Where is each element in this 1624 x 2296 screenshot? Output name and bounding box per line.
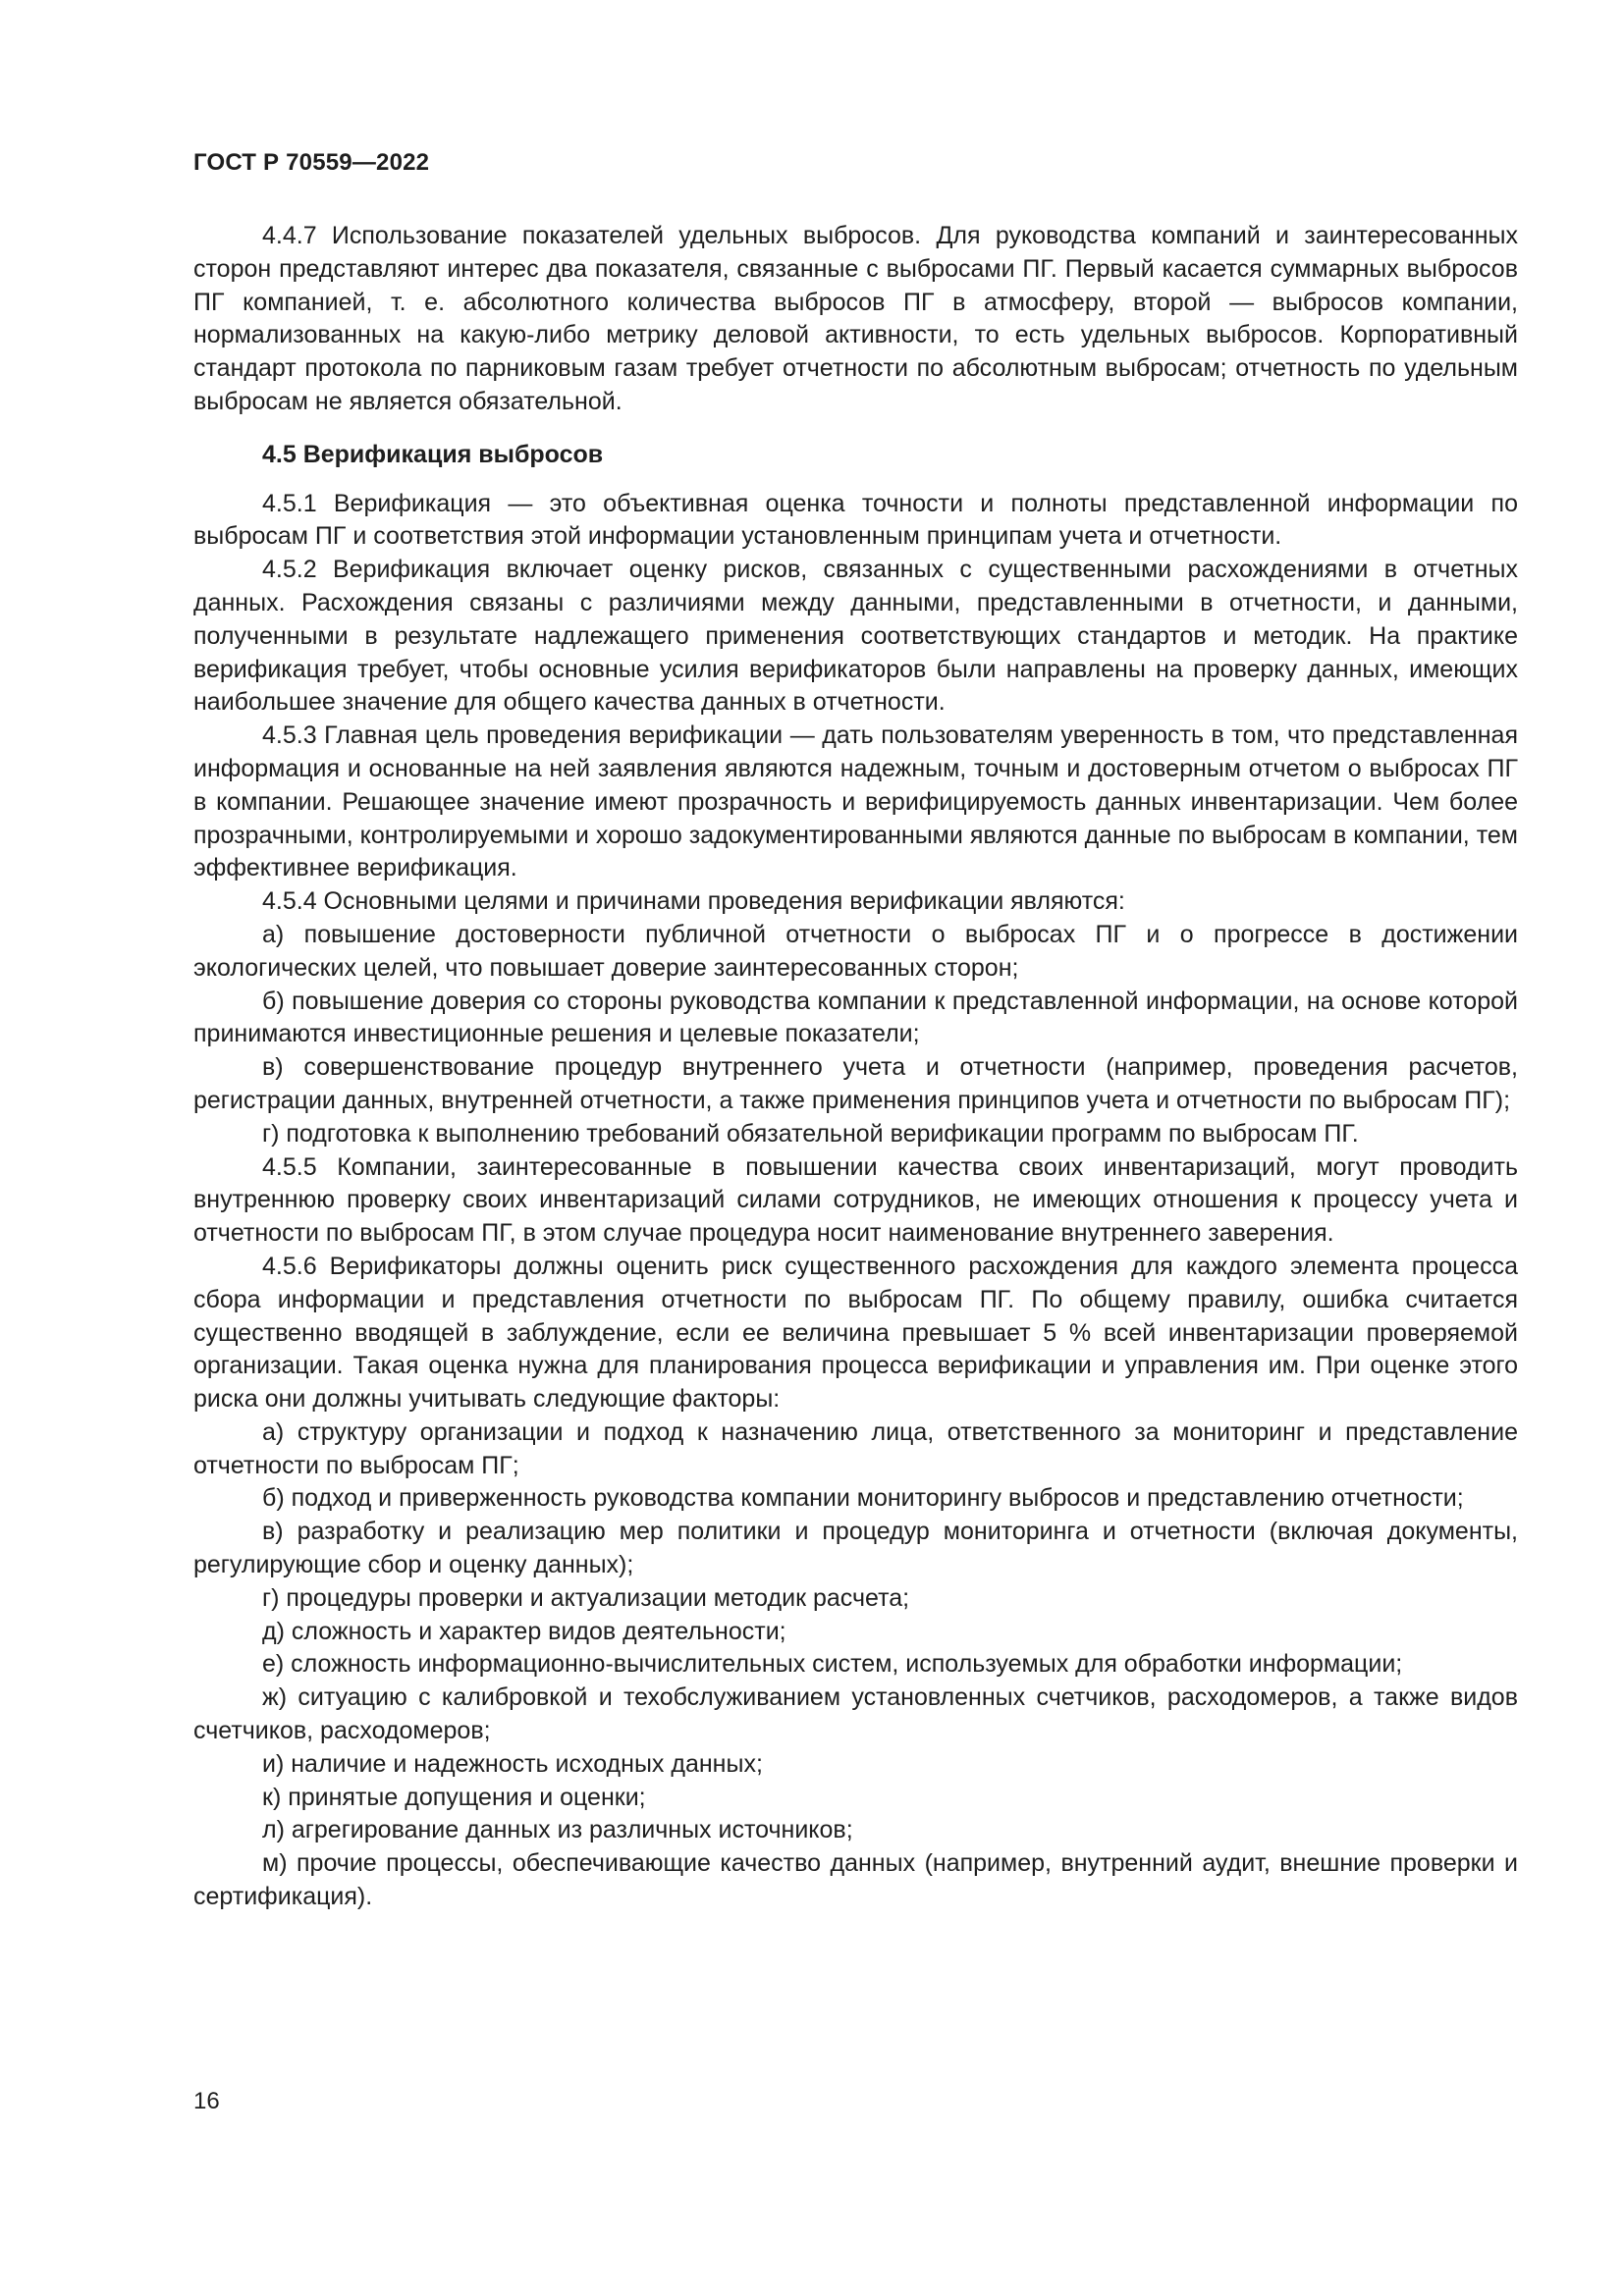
list-item-4-5-4-b: б) повышение доверия со стороны руководства компании к представленной информации, на основе которой принимаются инвестиционные решения и целевые показатели; [193, 987, 1518, 1048]
list-item-4-5-6-g: г) процедуры проверки и актуализации методик расчета; [262, 1583, 910, 1612]
paragraph-4-5-4: 4.5.4 Основными целями и причинами проведения верификации являются: [262, 887, 1125, 916]
list-item-4-5-4-v: в) совершенствование процедур внутреннего учета и отчетности (например, проведения расчетов, регистрации данных, внутренней отчетности, а также применения принципов учета и отчетности по выбросам ПГ); [193, 1053, 1518, 1114]
section-heading-4-5: 4.5 Верификация выбросов [262, 440, 604, 468]
list-item-4-5-6-e: е) сложность информационно-вычислительных систем, используемых для обработки информации; [262, 1650, 1403, 1679]
list-item-4-5-6-b: б) подход и приверженность руководства компании мониторингу выбросов и представлению отчетности; [262, 1484, 1464, 1513]
document-code-header: ГОСТ Р 70559—2022 [193, 149, 430, 176]
paragraph-4-5-3: 4.5.3 Главная цель проведения верификации — дать пользователям уверенность в том, что представленная информация и основанные на ней заявления являются надежным, точным и достоверным отчетом о выбросах ПГ в компании. Решающее значение имеют прозрачность и верифицируемость данных инвентаризации. Чем более прозрачными, контролируемыми и хорошо задокументированными являются данные по выбросам в компании, тем эффективнее верификация. [193, 721, 1518, 882]
list-item-4-5-6-zh: ж) ситуацию с калибровкой и техобслуживанием установленных счетчиков, расходомеров, а также видов счетчиков, расходомеров; [193, 1683, 1518, 1745]
list-item-4-5-6-k: к) принятые допущения и оценки; [262, 1783, 646, 1811]
list-item-4-5-4-g: г) подготовка к выполнению требований обязательной верификации программ по выбросам ПГ. [262, 1119, 1359, 1148]
list-item-4-5-6-d: д) сложность и характер видов деятельности; [262, 1617, 786, 1645]
list-item-4-5-4-a: а) повышение достоверности публичной отчетности о выбросах ПГ и о прогрессе в достижении экологических целей, что повышает доверие заинтересованных сторон; [193, 920, 1518, 982]
document-body [193, 220, 1518, 1914]
paragraph-4-4-7: 4.4.7 Использование показателей удельных выбросов. Для руководства компаний и заинтересованных сторон представляют интерес два показателя, связанные с выбросами ПГ. Первый касается суммарных выбросов ПГ компанией, т. е. абсолютного количества выбросов ПГ в атмосферу, второй — выбросов компании, нормализованных на какую-либо метрику деловой активности, то есть удельных выбросов. Корпоративный стандарт протокола по парниковым газам требует отчетности по абсолютным выбросам; отчетность по удельным выбросам не является обязательной. [193, 222, 1518, 415]
paragraph-4-5-6: 4.5.6 Верификаторы должны оценить риск существенного расхождения для каждого элемента процесса сбора информации и представления отчетности по выбросам ПГ. По общему правилу, ошибка считается существенно вводящей в заблуждение, если ее величина превышает 5 % всей инвентаризации проверяемой организации. Такая оценка нужна для планирования процесса верификации и управления им. При оценке этого риска они должны учитывать следующие факторы: [193, 1252, 1518, 1414]
paragraph-4-5-5: 4.5.5 Компании, заинтересованные в повышении качества своих инвентаризаций, могут проводить внутреннюю проверку своих инвентаризаций силами сотрудников, не имеющих отношения к процессу учета и отчетности по выбросам ПГ, в этом случае процедура носит наименование внутреннего заверения. [193, 1152, 1518, 1248]
list-item-4-5-6-v: в) разработку и реализацию мер политики и процедур мониторинга и отчетности (включая документы, регулирующие сбор и оценку данных); [193, 1518, 1518, 1579]
page-number: 16 [193, 2088, 220, 2114]
list-item-4-5-6-m: м) прочие процессы, обеспечивающие качество данных (например, внутренний аудит, внешние проверки и сертификация). [193, 1849, 1518, 1911]
list-item-4-5-6-a: а) структуру организации и подход к назначению лица, ответственного за мониторинг и представление отчетности по выбросам ПГ; [193, 1417, 1518, 1479]
list-item-4-5-6-l: л) агрегирование данных из различных источников; [262, 1816, 853, 1844]
paragraph-4-5-2: 4.5.2 Верификация включает оценку рисков, связанных с существенными расхождениями в отчетных данных. Расхождения связаны с различиями между данными, представленными в отчетности, и данными, полученными в результате надлежащего применения соответствующих стандартов и методик. На практике верификация требует, чтобы основные усилия верификаторов были направлены на проверку данных, имеющих наибольшее значение для общего качества данных в отчетности. [193, 556, 1518, 717]
paragraph-4-5-1: 4.5.1 Верификация — это объективная оценка точности и полноты представленной информации по выбросам ПГ и соответствия этой информации установленным принципам учета и отчетности. [193, 489, 1518, 551]
list-item-4-5-6-i: и) наличие и надежность исходных данных; [262, 1749, 763, 1778]
